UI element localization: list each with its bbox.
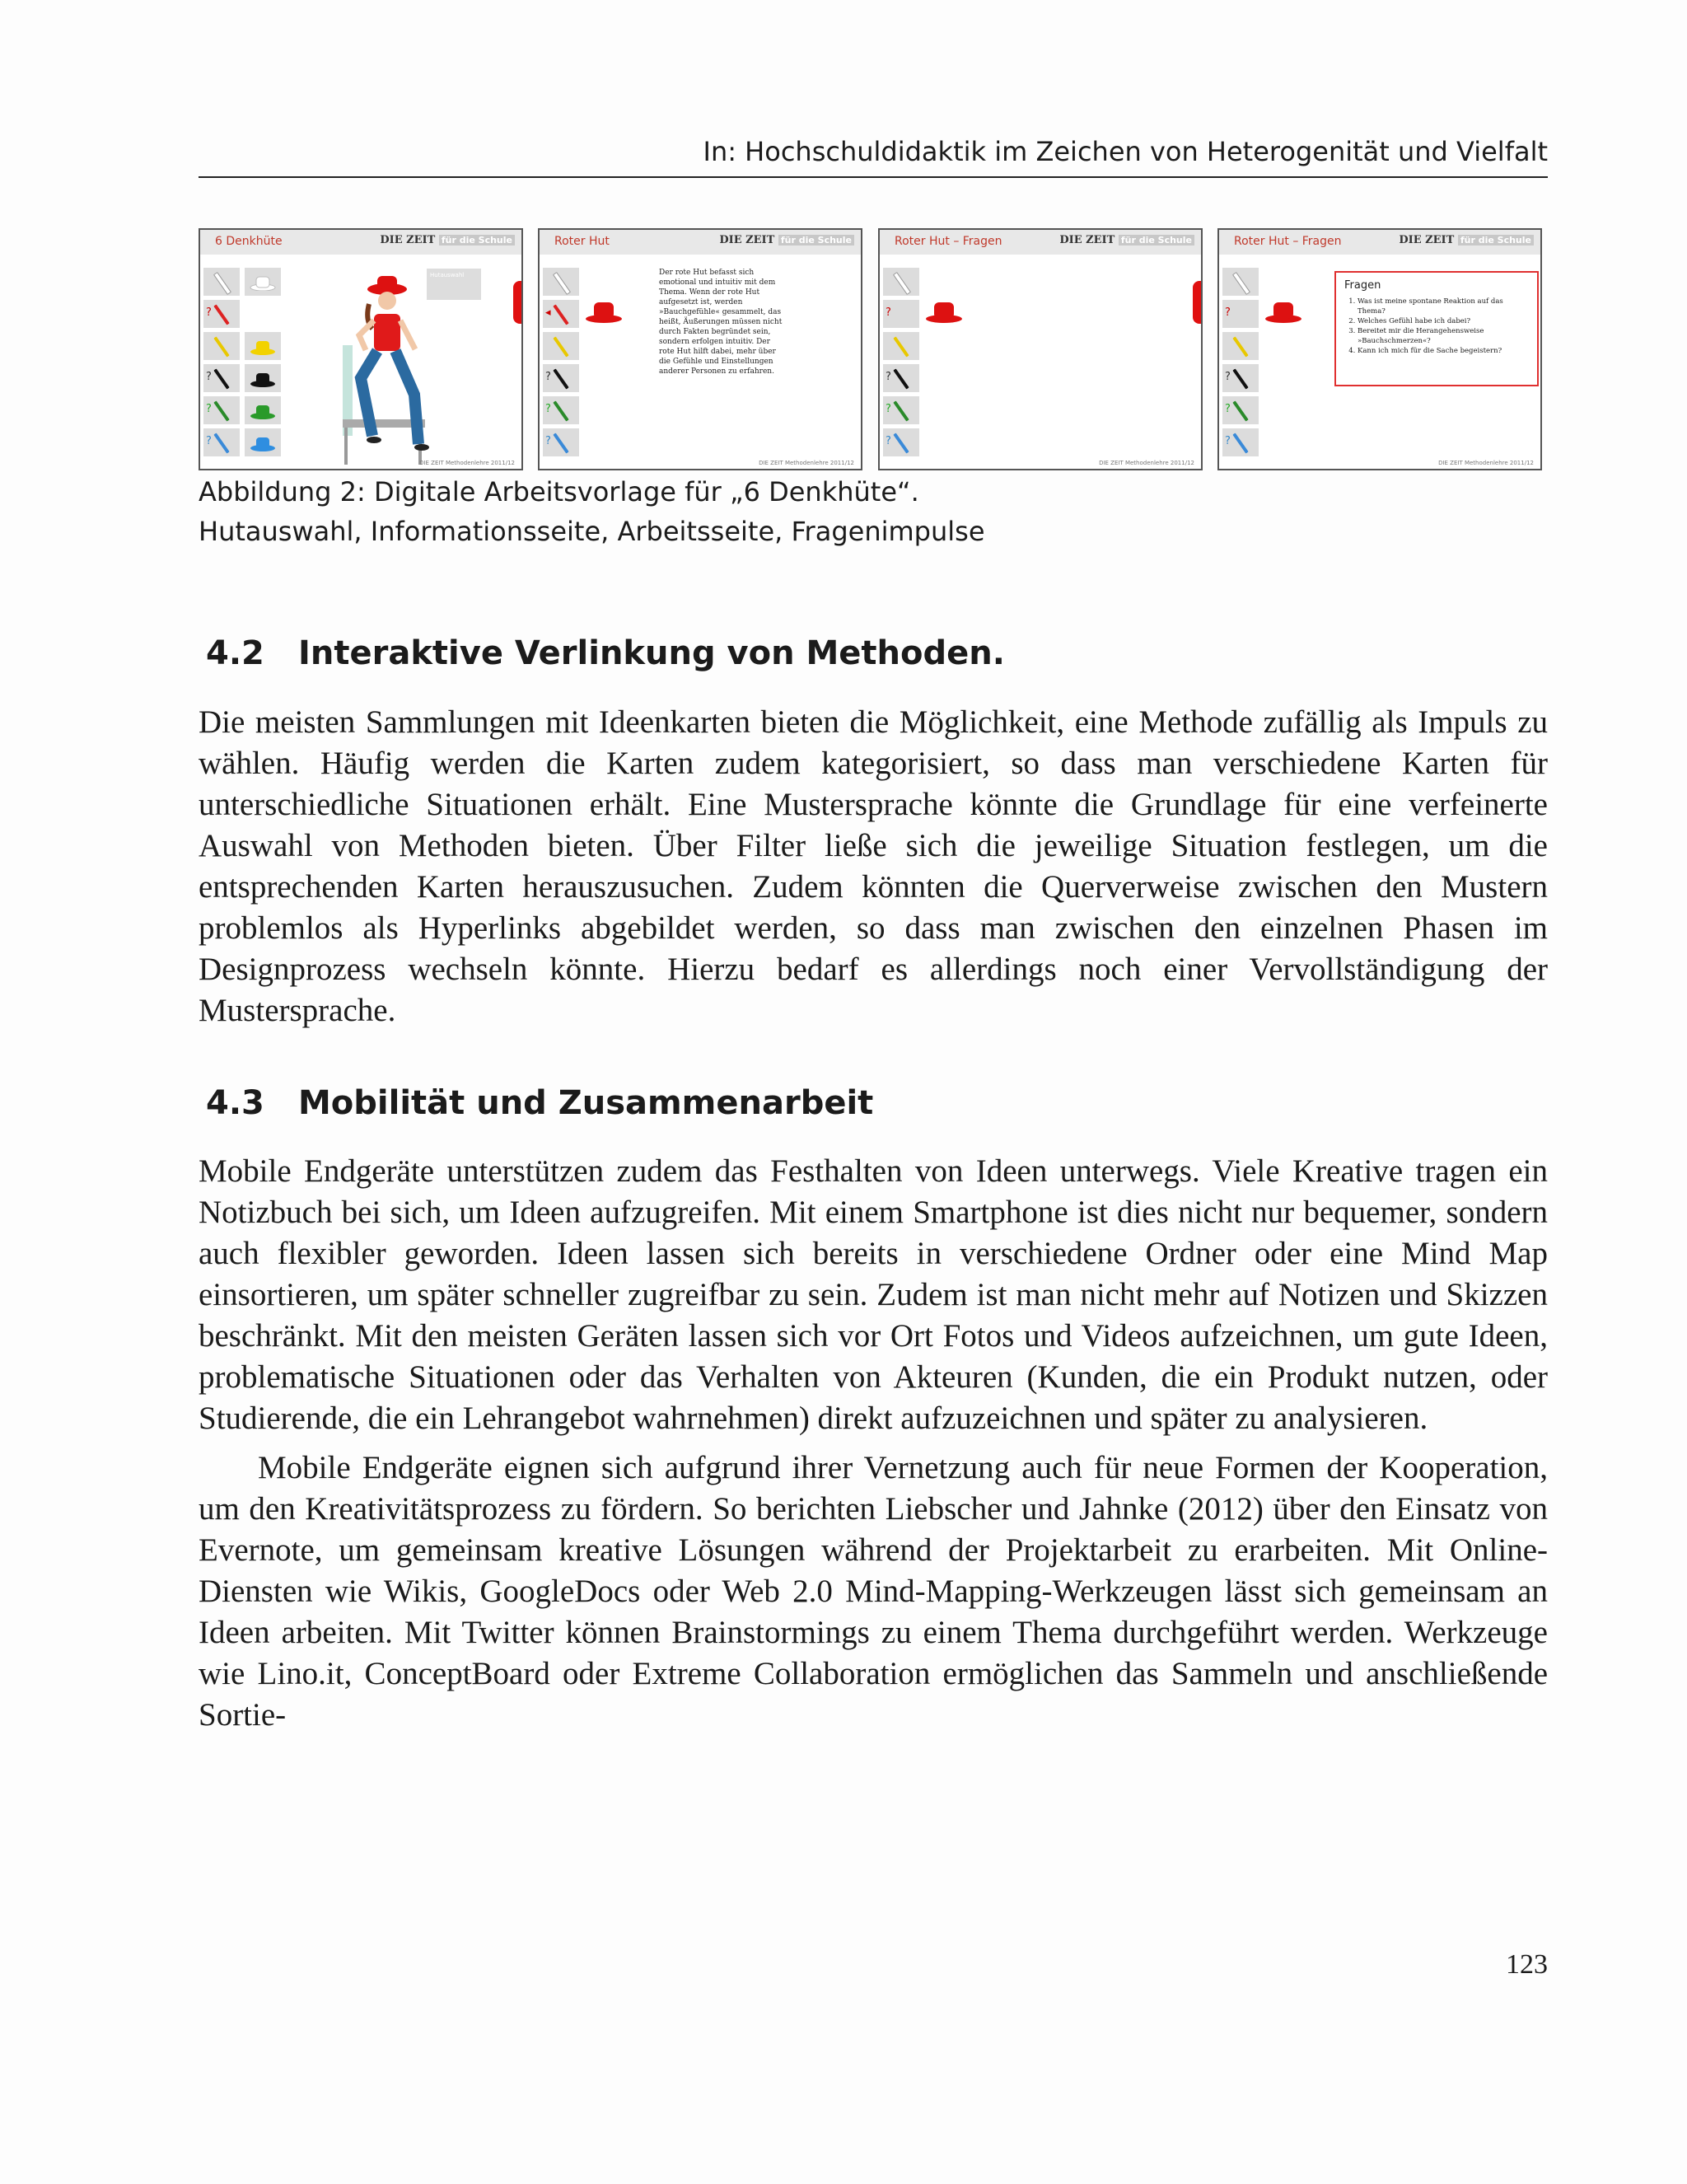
slide-work-page	[878, 228, 1203, 470]
red-hat-icon	[584, 299, 624, 324]
figure-caption: Abbildung 2: Digitale Arbeitsvorlage für „6 Denkhüte“. Hutauswahl, Informationsseite, Arbeitsseite, Fragenimpulse	[199, 476, 985, 547]
slide-title: 6 Denkhüte	[215, 235, 283, 248]
hat-column	[245, 268, 281, 461]
zeit-logo: DIE ZEIT für die Schule	[719, 234, 854, 246]
questions-box	[1334, 271, 1539, 386]
questions-title: Fragen	[1344, 279, 1381, 292]
red-tab[interactable]	[513, 281, 523, 324]
pencil-column: ? ? ? ?	[203, 268, 240, 461]
speech-bubble: Hutauswahl	[427, 269, 481, 300]
slide-footer: DIE ZEIT Methodenlehre 2011/12	[759, 460, 854, 466]
red-hat-icon	[1264, 299, 1303, 324]
slide-title: Roter Hut – Fragen	[895, 235, 1002, 248]
red-hat-icon	[924, 299, 964, 324]
page-number: 123	[1506, 1949, 1548, 1980]
paragraph-2: Mobile Endgeräte eignen sich aufgrund ihrer Vernetzung auch für neue Formen der Kooperation, um den Kreativitätsprozess zu fördern. So berichten Liebscher und Jahnke (2012) über den Einsatz von Evernote, um gemeinsam kreative Lösungen während der Projektarbeit zu erarbeiten. Mit Online-Diensten wie Wikis, GoogleDocs oder Web 2.0 Mind-Mapping-Werkzeugen lässt sich gemeinsam an Ideen arbeiten. Mit Twitter können Brainstormings zu einem Thema durchgeführt werden. Werkzeuge wie Lino.it, ConceptBoard oder Extreme Collaboration ermöglichen das Sammeln und anschließende Sortie-	[199, 1450, 1548, 1733]
slide-body-text: Der rote Hut befasst sich emotional und intuitiv mit dem Thema. Wenn der rote Hut aufgesetzt ist, werden »Bauchgefühle« gesammelt, das heißt, Äußerungen müssen nicht durch Fakten begründet sein, sondern erfolgen intuitiv. Der rote Hut hilft dabei, mehr über die Gefühle und Einstellungen anderer Personen zu erfahren.	[659, 269, 783, 376]
yellow-hat-icon	[250, 339, 276, 355]
zeit-logo: DIE ZEIT für die Schule	[1399, 234, 1534, 246]
pencil-column: ? ? ? ?	[883, 268, 919, 461]
white-hat-icon	[250, 274, 276, 291]
red-tab[interactable]	[1193, 281, 1203, 324]
figure-slides	[199, 228, 1548, 472]
section-4-3-body	[199, 1151, 1548, 1736]
woman-with-red-hat-illustration	[336, 271, 435, 469]
pencil-column: ◂ ? ? ?	[543, 268, 579, 461]
questions-list: 1. Was ist meine spontane Reaktion auf das Thema? 2. Welches Gefühl habe ich dabei? 3. Bereitet mir die Herangehensweise »Bauchschmerzen«? 4. Kann ich mich für die Sache begeistern?	[1344, 297, 1529, 356]
section-heading-4-3: 4.3 Mobilität und Zusammenarbeit	[206, 1084, 874, 1122]
slide-info-page	[538, 228, 862, 470]
black-hat-icon	[250, 371, 276, 387]
pencil-column: ? ? ? ?	[1222, 268, 1259, 461]
green-hat-icon	[250, 403, 276, 419]
zeit-logo: DIE ZEIT für die Schule	[380, 234, 515, 246]
zeit-logo: DIE ZEIT für die Schule	[1059, 234, 1194, 246]
paragraph-1: Mobile Endgeräte unterstützen zudem das Festhalten von Ideen unterwegs. Viele Kreative tragen ein Notizbuch bei sich, um Ideen aufzugreifen. Mit einem Smartphone ist dies nicht nur bequemer, sondern auch flexibler geworden. Ideen lassen sich bereits in verschiedene Ordner oder eine Mind Map einsortieren, um später schneller zugreifbar zu sein. Zudem ist man nicht mehr auf Notizen und Skizzen beschränkt. Mit den meisten Geräten lassen sich vor Ort Fotos und Videos aufzeichnen, um gute Ideen, problematische Situationen oder das Verhalten von Akteuren (Kunden, die ein Produkt nutzen, oder Studierende, die ein Lehrangebot wahrnehmen) direkt aufzuzeichnen und später zu analysieren.	[199, 1153, 1548, 1436]
slide-hat-selection	[199, 228, 523, 470]
section-heading-4-2: 4.2 Interaktive Verlinkung von Methoden.	[206, 634, 1005, 672]
running-header: In: Hochschuldidaktik im Zeichen von Heterogenität und Vielfalt	[703, 136, 1548, 167]
slide-footer: DIE ZEIT Methodenlehre 2011/12	[419, 460, 515, 466]
slide-question-prompts	[1217, 228, 1542, 470]
slide-title: Roter Hut	[554, 235, 610, 248]
header-rule	[199, 176, 1548, 178]
blue-hat-icon	[250, 435, 276, 451]
slide-footer: DIE ZEIT Methodenlehre 2011/12	[1099, 460, 1194, 466]
slide-title: Roter Hut – Fragen	[1234, 235, 1342, 248]
slide-footer: DIE ZEIT Methodenlehre 2011/12	[1438, 460, 1534, 466]
section-4-2-body: Die meisten Sammlungen mit Ideenkarten bieten die Möglichkeit, eine Methode zufällig als Impuls zu wählen. Häufig werden die Karten zudem kategorisiert, so dass man verschiedene Karten für unterschiedliche Situationen erhält. Eine Mustersprache könnte die Grundlage für eine verfeinerte Auswahl von Methoden bieten. Über Filter ließe sich die jeweilige Situation festlegen, um die entsprechenden Karten herauszusuchen. Zudem könnten die Querverweise zwischen den Mustern problemlos als Hyperlinks abgebildet werden, so dass man zwischen den einzelnen Phasen im Designprozess wechseln könnte. Hierzu bedarf es allerdings noch einer Vervollständigung der Mustersprache.	[199, 704, 1548, 1028]
